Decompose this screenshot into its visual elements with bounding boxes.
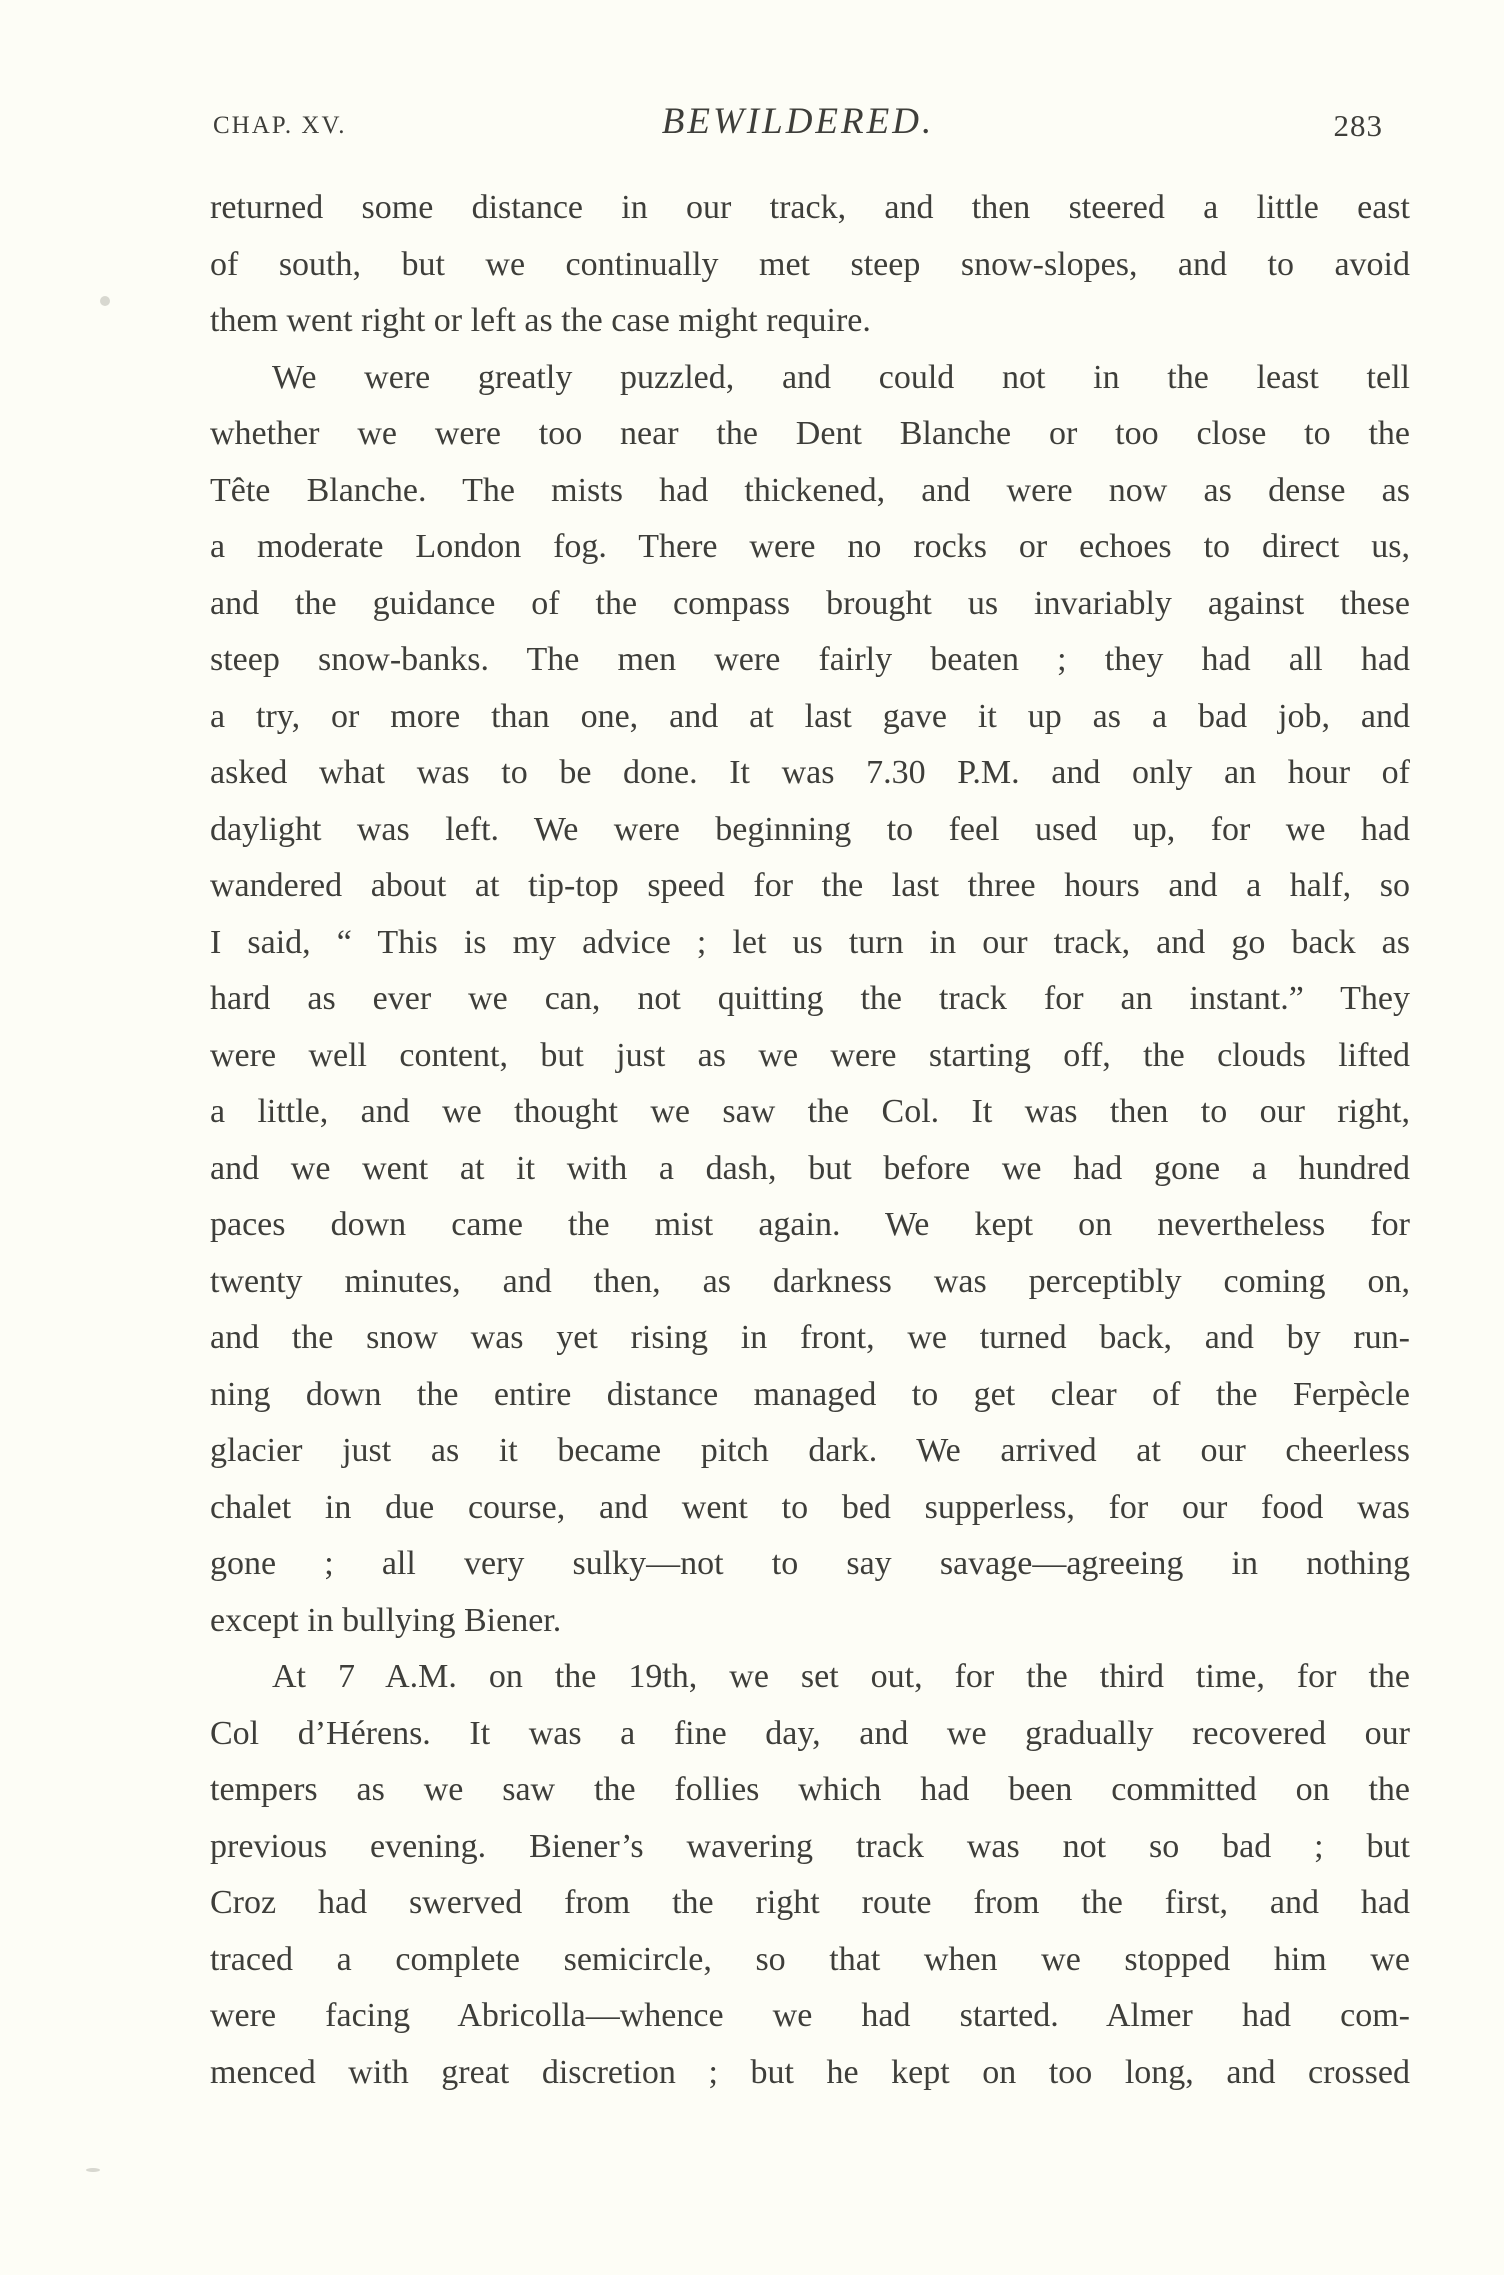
text-line: twenty minutes, and then, as darkness was perceptibly coming on, bbox=[210, 1262, 1410, 1300]
page-number: 283 bbox=[1333, 108, 1383, 143]
text-line: chalet in due course, and went to bed supperless, for our food was bbox=[210, 1488, 1410, 1526]
text-line: paces down came the mist again. We kept on nevertheless for bbox=[210, 1206, 1410, 1243]
text-line: wandered about at tip-top speed for the last three hours and a half, so bbox=[210, 867, 1410, 904]
page-smudge bbox=[100, 296, 110, 306]
text-line: I said, “ This is my advice ; let us turn in our track, and go back as bbox=[210, 923, 1410, 961]
text-line: whether we were too near the Dent Blanche or too close to the bbox=[210, 415, 1410, 452]
text-line: We were greatly puzzled, and could not in the least tell bbox=[272, 358, 1410, 396]
running-header bbox=[213, 100, 1383, 150]
chapter-label: CHAP. XV. bbox=[213, 112, 347, 139]
text-line: menced with great discretion ; but he kept on too long, and crossed bbox=[210, 2053, 1410, 2091]
text-line: Tête Blanche. The mists had thickened, and were now as dense as bbox=[210, 471, 1410, 509]
text-line: a try, or more than one, and at last gave it up as a bad job, and bbox=[210, 697, 1410, 735]
text-line: and the snow was yet rising in front, we turned back, and by run- bbox=[210, 1319, 1410, 1356]
text-line: and we went at it with a dash, but before we had gone a hundred bbox=[210, 1149, 1410, 1187]
text-line: except in bullying Biener. bbox=[210, 1601, 562, 1639]
text-line: previous evening. Biener’s wavering track was not so bad ; but bbox=[210, 1827, 1410, 1865]
text-line: gone ; all very sulky—not to say savage—agreeing in nothing bbox=[210, 1545, 1410, 1582]
text-line: Col d’Hérens. It was a fine day, and we gradually recovered our bbox=[210, 1714, 1410, 1752]
text-line: steep snow-banks. The men were fairly beaten ; they had all had bbox=[210, 641, 1410, 678]
text-line: At 7 A.M. on the 19th, we set out, for the third time, for the bbox=[272, 1658, 1410, 1695]
text-line: were facing Abricolla—whence we had started. Almer had com- bbox=[210, 1997, 1410, 2034]
text-line: of south, but we continually met steep snow-slopes, and to avoid bbox=[210, 245, 1410, 283]
text-line: were well content, but just as we were starting off, the clouds lifted bbox=[210, 1036, 1410, 1074]
text-line: daylight was left. We were beginning to feel used up, for we had bbox=[210, 810, 1410, 848]
text-line: tempers as we saw the follies which had been committed on the bbox=[210, 1771, 1410, 1808]
text-line: asked what was to be done. It was 7.30 P.M. and only an hour of bbox=[210, 754, 1410, 791]
text-line: and the guidance of the compass brought us invariably against these bbox=[210, 584, 1410, 622]
text-line: Croz had swerved from the right route from the first, and had bbox=[210, 1884, 1410, 1921]
text-line: traced a complete semicircle, so that when we stopped him we bbox=[210, 1940, 1410, 1978]
text-line: hard as ever we can, not quitting the track for an instant.” They bbox=[210, 980, 1410, 1017]
body-text bbox=[210, 180, 1410, 2101]
text-line: a moderate London fog. There were no rocks or echoes to direct us, bbox=[210, 528, 1410, 565]
page-smudge bbox=[86, 2168, 100, 2172]
text-line: glacier just as it became pitch dark. We arrived at our cheerless bbox=[210, 1432, 1410, 1469]
text-line: returned some distance in our track, and then steered a little east bbox=[210, 189, 1410, 226]
text-line: them went right or left as the case might require. bbox=[210, 302, 871, 339]
text-line: a little, and we thought we saw the Col. It was then to our right, bbox=[210, 1093, 1410, 1130]
chapter-title: BEWILDERED. bbox=[661, 101, 935, 142]
text-line: ning down the entire distance managed to get clear of the Ferpècle bbox=[210, 1375, 1410, 1413]
